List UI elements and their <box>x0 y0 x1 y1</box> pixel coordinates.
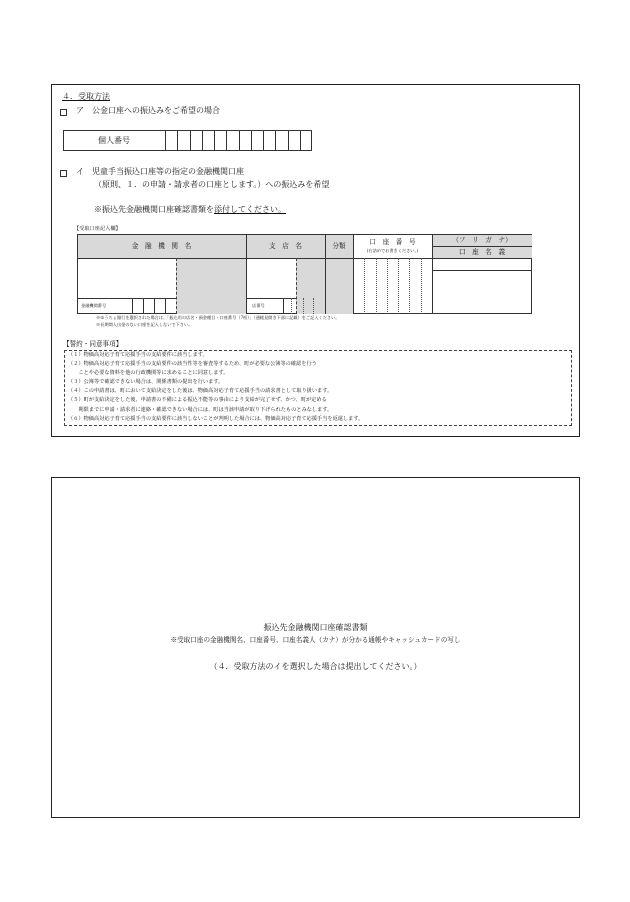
table-divider <box>77 298 176 299</box>
branch-code-cell-divider <box>283 298 284 314</box>
account-holder-header: 口 座 名 義 <box>458 248 506 256</box>
bank-name-input[interactable] <box>78 259 175 297</box>
kojin-bangou-cell-divider <box>300 130 301 151</box>
attachment-instruction: （４．受取方法のイを選択した場合は提出してください。） <box>209 662 422 671</box>
consent-item: （３）公簿等で確認できない場合は、関係書類の提出を行います。 <box>68 379 224 386</box>
account-number-subheader: (右詰めでお書きください。) <box>366 248 419 253</box>
account-type-input[interactable] <box>326 259 352 313</box>
account-type-header: 分類 <box>332 242 346 250</box>
branch-header: 支 店 名 <box>269 242 302 250</box>
bank-code-cell-divider <box>132 298 133 314</box>
kojin-bangou-cell-divider <box>263 130 264 151</box>
account-number-cell-divider <box>364 258 365 314</box>
consent-list <box>68 351 363 424</box>
account-number-header: 口 座 番 号 <box>369 238 416 246</box>
branch-name-input[interactable] <box>247 259 295 297</box>
kojin-bangou-cell-divider <box>288 130 289 151</box>
option-a-text: ア 公金口座への振込みをご希望の場合 <box>76 106 220 115</box>
option-a-checkbox[interactable] <box>60 109 67 116</box>
kojin-bangou-cell-divider <box>275 130 276 151</box>
branch-gray-block <box>296 258 325 314</box>
bank-code-cell-divider <box>165 298 166 314</box>
kojin-bangou-cell-divider <box>239 130 240 151</box>
dormant-account-note: ※長期間入出金のない口座を記入しないで下さい。 <box>96 322 193 327</box>
bank-name-dashed-divider <box>176 258 177 314</box>
option-i-note-prefix: ※振込先金融機関口座確認書類を <box>94 205 214 214</box>
bank-code-label: 金融機関番号 <box>81 303 107 308</box>
account-number-cell-divider <box>421 258 422 314</box>
furigana-input[interactable] <box>433 259 531 270</box>
consent-item: （１）物価高対応子育て応援手当の支給要件に該当します。 <box>68 352 208 358</box>
branch-code-cell-divider <box>313 298 314 314</box>
bank-code-cell-divider <box>154 298 155 314</box>
option-i-note-underlined: 添付してください。 <box>214 205 286 214</box>
kojin-bangou-cell-divider <box>165 130 166 151</box>
kojin-bangou-cell-divider <box>226 130 227 151</box>
attachment-panel <box>51 477 580 818</box>
section-heading: ４．受取方法 <box>62 92 110 101</box>
attachment-description: ※受取口座の金融機関名、口座番号、口座名義人（カナ）が分かる通帳やキャッシュカードの写し <box>170 636 461 644</box>
bank-name-gray-block <box>176 258 246 314</box>
consent-title: 【誓約・同意事項】 <box>63 340 123 348</box>
kojin-bangou-cell-divider <box>177 130 178 151</box>
account-number-cell-divider <box>387 258 388 314</box>
account-holder-input[interactable] <box>433 271 531 313</box>
kojin-bangou-cell-divider <box>202 130 203 151</box>
attachment-title: 振込先金融機関口座確認書類 <box>263 623 368 632</box>
consent-item: （５）町が支給決定をした後、申請書の不備による振込不能等の事由により支給が完了せず、かつ、町が定める <box>68 397 327 404</box>
option-i-note <box>94 205 286 215</box>
account-table-title: 【受取口座記入欄】 <box>74 226 121 232</box>
table-divider <box>246 298 296 299</box>
consent-item: ことや必要な資料を他の行政機関等に求めることに同意します。 <box>68 370 229 377</box>
consent-item: （４）この申請書は、町において支給決定をした後は、物価高対応子育て応援手当の請求書として取り扱います。 <box>68 388 333 395</box>
account-number-cell-divider <box>376 258 377 314</box>
branch-code-label: 店番号 <box>252 303 265 308</box>
account-number-cell-divider <box>398 258 399 314</box>
yucho-note: ※ゆうちょ銀行を選択された場合は、「振込用の店名・預金種目・口座番号（7桁）」（通帳見開き下部に記載）をご記入ください。 <box>96 315 340 320</box>
option-i-text-line2: （原則、１．の申請・請求者の口座とします。）への振込みを希望 <box>94 180 330 189</box>
kojin-bangou-label: 個人番号 <box>98 136 130 145</box>
bank-name-header: 金 融 機 関 名 <box>131 242 192 250</box>
branch-dashed-divider <box>296 258 297 314</box>
kojin-bangou-cell-divider <box>251 130 252 151</box>
branch-code-cell-divider <box>291 298 292 314</box>
option-i-text-line1: イ 児童手当振込口座等の指定の金融機関口座 <box>76 167 244 176</box>
option-i-checkbox[interactable] <box>60 170 67 177</box>
branch-code-cell-divider <box>303 298 304 314</box>
table-divider <box>432 246 532 247</box>
consent-item: 期限までに申請・請求者に連絡・確認できない場合には、町は当該申請が取り下げられたものとみなします。 <box>68 406 333 413</box>
kojin-bangou-cell-divider <box>214 130 215 151</box>
furigana-header: （フ リ ガ ナ） <box>452 236 512 244</box>
account-number-cell-divider <box>409 258 410 314</box>
bank-code-cell-divider <box>143 298 144 314</box>
consent-item: （６）物価高対応子育て応援手当の支給要件に該当しないことが判明した場合には、物価高対応子育て応援手当を返還します。 <box>68 415 364 422</box>
kojin-bangou-cell-divider <box>190 130 191 151</box>
consent-item: （２）物価高対応子育て応援手当の支給要件の該当性等を審査等するため、町が必要な公簿等の確認を行う <box>68 361 317 368</box>
